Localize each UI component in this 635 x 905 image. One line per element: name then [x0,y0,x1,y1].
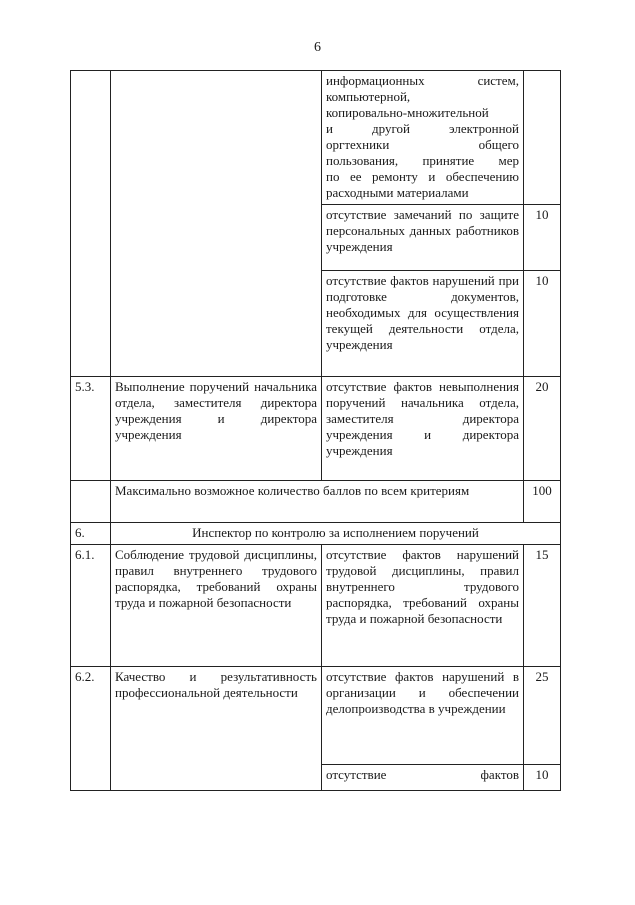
row-number-cell [71,71,111,377]
indicator-line: по ее ремонту и обеспечению [326,169,519,184]
indicator-cell: отсутствие фактов невыполнения поручений начальника отдела, заместителя директора учреждения и директора учреждения [322,377,524,481]
points-cell: 10 [524,765,561,791]
row-number-cell: 6.2. [71,667,111,791]
section-number-cell: 6. [71,523,111,545]
criterion-cell: Качество и результативность профессиональной деятельности [111,667,322,791]
indicator-line: пользования, принятие мер [326,153,519,168]
points-cell: 25 [524,667,561,765]
page-number: 6 [314,40,321,55]
indicator-cell: отсутствие фактов нарушений при подготовке документов, необходимых для осуществления текущей деятельности отдела, учреждения [322,271,524,377]
table-row [71,667,561,765]
row-number-cell [71,481,111,523]
points-cell: 20 [524,377,561,481]
criterion-cell [111,71,322,377]
criterion-cell: Соблюдение трудовой дисциплины, правил внутреннего трудового распорядка, требований охраны труда и пожарной безопасности [111,545,322,667]
points-cell: 10 [524,205,561,271]
indicator-line: копировально-множительной [326,105,489,120]
table-row [71,481,561,523]
indicator-cell [322,71,524,205]
criterion-cell: Выполнение поручений начальника отдела, заместителя директора учреждения и директора учреждения [111,377,322,481]
criteria-table [70,70,561,791]
points-cell: 100 [524,481,561,523]
indicator-line: и другой электронной [326,121,519,136]
table-row [71,377,561,481]
points-cell: 10 [524,271,561,377]
row-number-cell: 5.3. [71,377,111,481]
indicator-line: компьютерной, [326,89,411,104]
table-row [71,523,561,545]
section-title: Инспектор по контролю за исполнением поручений [111,523,561,545]
indicator-cell: отсутствие фактов нарушений трудовой дисциплины, правил внутреннего трудового распорядка, требований охраны труда и пожарной безопасности [322,545,524,667]
indicator-cell: отсутствие фактов нарушений в организации и обеспечении делопроизводства в учреждении [322,667,524,765]
indicator-cell: отсутствие замечаний по защите персональных данных работников учреждения [322,205,524,271]
table-row [71,71,561,205]
row-number-cell: 6.1. [71,545,111,667]
max-score-label: Максимально возможное количество баллов по всем критериям [111,481,524,523]
indicator-line: оргтехники общего [326,137,519,152]
indicator-cell [322,765,524,791]
indicator-line: информационных систем, [326,73,519,88]
points-cell: 15 [524,545,561,667]
table-row [71,545,561,667]
indicator-line: расходными материалами [326,185,469,200]
indicator-line: отсутствие фактов [326,767,519,782]
points-cell [524,71,561,205]
